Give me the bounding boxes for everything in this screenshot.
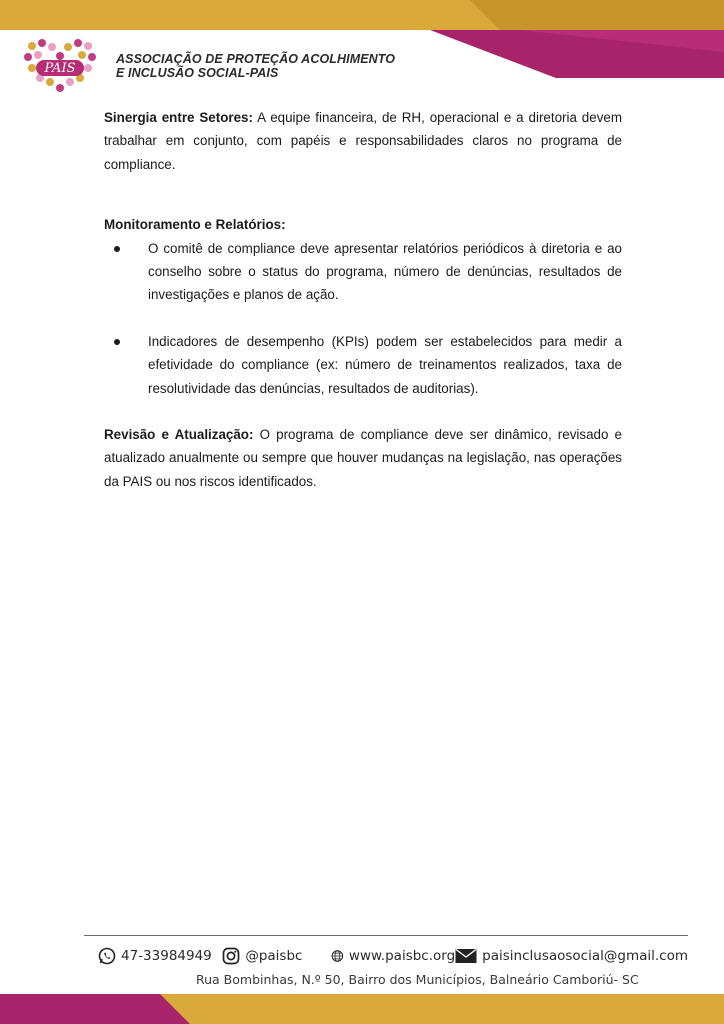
bullet-icon [114,339,120,345]
contact-email[interactable] [455,948,688,964]
document-body [104,106,622,493]
instagram-icon [222,947,240,965]
contact-website[interactable] [331,947,455,965]
phone-number: 47-33984949 [121,948,212,964]
whatsapp-icon [98,947,116,965]
globe-icon [331,947,344,965]
footer-divider [84,935,688,936]
list-item [104,330,622,400]
instagram-handle: @paisbc [245,948,303,964]
email-address: paisinclusaosocial@gmail.com [482,948,688,964]
bullet-icon [114,246,120,252]
logo-text: PAIS [44,61,76,76]
organization-name [116,52,446,80]
monitoramento-title: Monitoramento e Relatórios: [104,217,286,233]
monitoramento-list [104,237,622,400]
contact-phone [98,947,222,965]
sinergia-paragraph [104,106,622,176]
sinergia-title: Sinergia entre Setores: [104,110,253,125]
pais-logo [22,36,98,94]
bullet-text: O comitê de compliance deve apresentar relatórios periódicos à diretoria e ao conselho sobre o status do programa, número de denúncias, resultados de investigações e planos de ação. [148,240,622,303]
org-name-line-1: ASSOCIAÇÃO DE PROTEÇÃO ACOLHIMENTO [116,52,396,66]
footer-decoration [0,990,724,1024]
org-name-line-2: E INCLUSÃO SOCIAL-PAIS [116,66,279,80]
footer-address: Rua Bombinhas, N.º 50, Bairro dos Municípios, Balneário Camboriú- SC [196,972,639,987]
website-url: www.paisbc.org [348,948,456,964]
footer-contacts [98,944,688,968]
envelope-icon [455,948,477,964]
sinergia-text: A equipe financeira, de RH, operacional e a diretoria devem trabalhar em conjunto, com papéis e responsabilidades claros no programa de compliance. [104,110,622,172]
revisao-title: Revisão e Atualização: [104,427,254,443]
revisao-paragraph [104,423,622,493]
bullet-text: Indicadores de desempenho (KPIs) podem ser estabelecidos para medir a efetividade do compliance (ex: número de treinamentos realizados, taxa de resolutividade das denúncias, resultados de auditorias). [148,333,622,396]
revisao-text: O programa de compliance deve ser dinâmico, revisado e atualizado anualmente ou sempre que houver mudanças na legislação, nas operações da PAIS ou nos riscos identificados. [104,427,623,489]
contact-instagram[interactable] [222,947,331,965]
list-item [104,237,622,307]
